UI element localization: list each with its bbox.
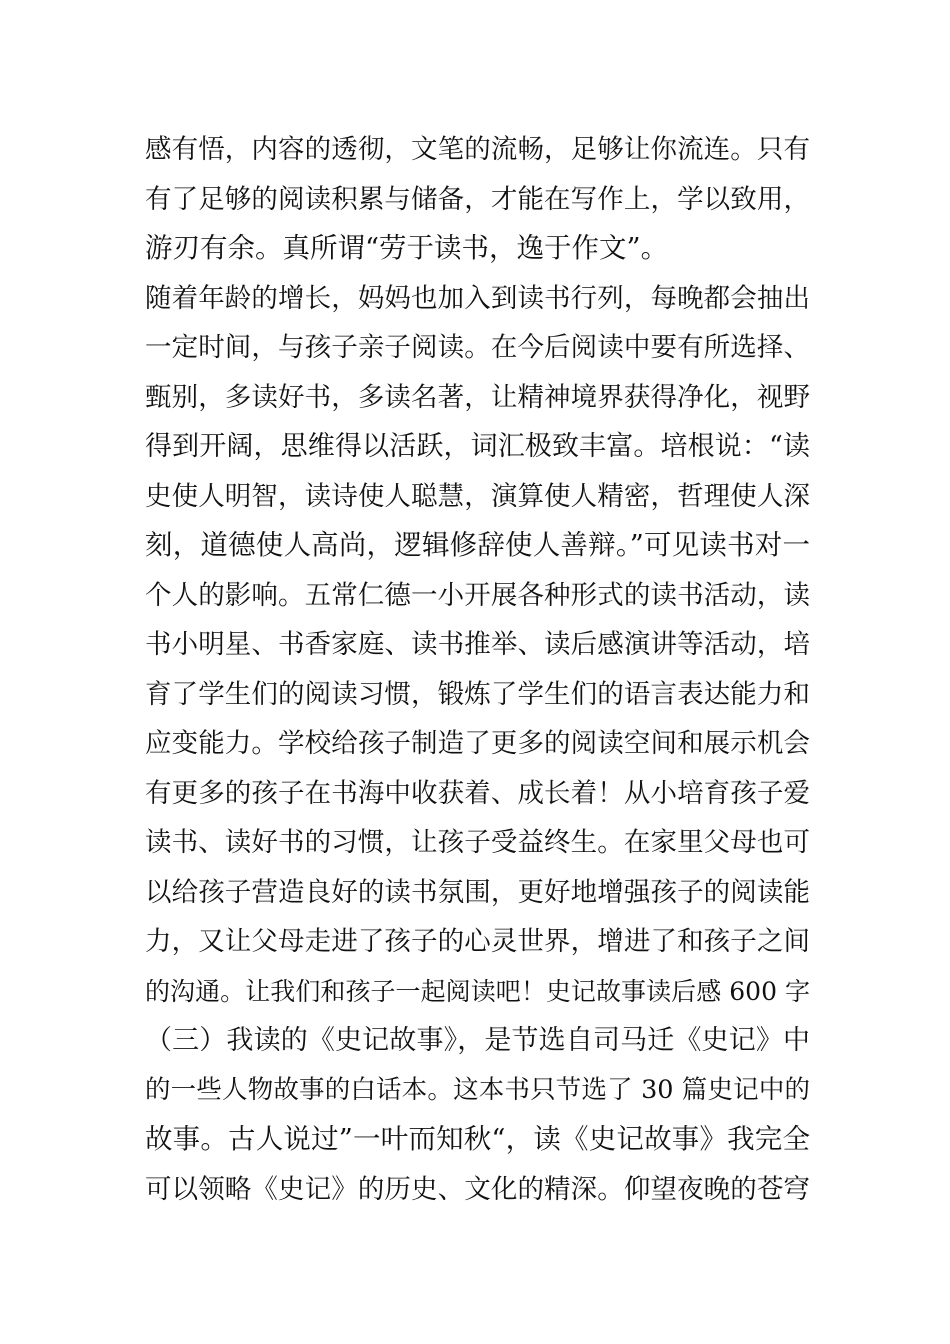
text-line: 读书、读好书的习惯，让孩子受益终生。在家里父母也可 bbox=[145, 827, 810, 858]
text-line: 力，又让父母走进了孩子的心灵世界，增进了和孩子之间 bbox=[145, 926, 810, 957]
text-line: 育了学生们的阅读习惯，锻炼了学生们的语言表达能力和 bbox=[145, 678, 810, 710]
text-line: 的沟通。让我们和孩子一起阅读吧！史记故事读后感 600 字 bbox=[145, 976, 810, 1006]
text-line: 的一些人物故事的白话本。这本书只节选了 30 篇史记中的 bbox=[145, 1074, 810, 1105]
text-line: 书小明星、书香家庭、读书推举、读后感演讲等活动，培 bbox=[145, 629, 810, 660]
text-line: 个人的影响。五常仁德一小开展各种形式的读书活动，读 bbox=[145, 579, 810, 611]
body-text bbox=[145, 125, 810, 1214]
text-line: 有更多的孩子在书海中收获着、成长着！从小培育孩子爱 bbox=[145, 777, 810, 809]
text-line: 甄别，多读好书，多读名著，让精神境界获得净化，视野 bbox=[145, 381, 810, 413]
text-line: 故事。古人说过”一叶而知秋“，读《史记故事》我完全 bbox=[145, 1123, 810, 1155]
text-line: 有了足够的阅读积累与储备，才能在写作上，学以致用， bbox=[145, 183, 810, 215]
text-line: 一定时间，与孩子亲子阅读。在今后阅读中要有所选择、 bbox=[145, 332, 810, 363]
text-line: 随着年龄的增长，妈妈也加入到读书行列，每晚都会抽出 bbox=[145, 282, 810, 314]
text-line: 可以领略《史记》的历史、文化的精深。仰望夜晚的苍穹 bbox=[145, 1173, 810, 1205]
text-line: 感有悟，内容的透彻，文笔的流畅，足够让你流连。只有 bbox=[145, 134, 810, 165]
text-line: 史使人明智，读诗使人聪慧，演算使人精密，哲理使人深 bbox=[145, 480, 810, 512]
text-line: 以给孩子营造良好的读书氛围，更好地增强孩子的阅读能 bbox=[145, 876, 810, 908]
text-line: 应变能力。学校给孩子制造了更多的阅读空间和展示机会 bbox=[145, 728, 810, 759]
text-line: 游刃有余。真所谓“劳于读书，逸于作文”。 bbox=[145, 232, 669, 264]
text-line: 刻，道德使人高尚，逻辑修辞使人善辩。”可见读书对一 bbox=[145, 529, 810, 561]
text-line: 得到开阔，思维得以活跃，词汇极致丰富。培根说：“读 bbox=[145, 431, 810, 462]
text-line: （三）我读的《史记故事》，是节选自司马迁《史记》中 bbox=[145, 1025, 810, 1056]
